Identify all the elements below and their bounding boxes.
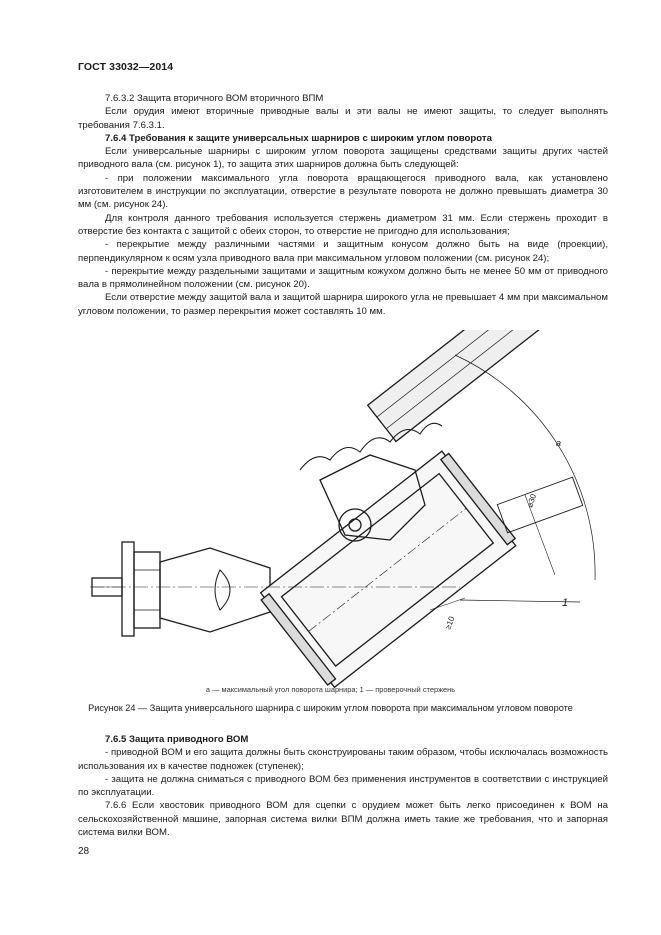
paragraph: - перекрытие между раздельными защитами и защитным кожухом должно быть не менее 50 мм от приводного вала в прямолинейном положении (см. рисунок 20). — [78, 265, 608, 291]
paragraph: - перекрытие между различными частями и защитным конусом должно быть на виде (проекции), перпендикулярном к осям узла приводного вала при максимальном угловом положении (см. рисунок 24); — [78, 239, 608, 264]
paragraph: Если отверстие между защитой вала и защитой шарнира широкого угла не превышает 4 мм при максимальном угловом положении, то размер перекрытия может составлять 10 мм. — [78, 292, 608, 317]
paragraph: Если орудия имеют вторичные приводные валы и эти валы не имеют защиты, то следует выполнять требования 7.6.3.1. — [78, 106, 608, 131]
hub-collar — [134, 552, 160, 628]
paragraph: - приводной ВОМ и его защита должны быть сконструированы таким образом, чтобы исключалась возможность использования их в качестве подножек (ступенек); — [78, 747, 608, 772]
text-block-bottom — [78, 733, 608, 839]
document-header: ГОСТ 33032—2014 — [78, 61, 174, 73]
paragraph: 7.6.4 Требования к защите универсальных шарниров с широким углом поворота — [105, 132, 492, 144]
label-overlap: ≥10 — [443, 615, 457, 631]
guard-bellows — [300, 423, 442, 470]
figure-caption: Рисунок 24 — Защита универсального шарнира с широким углом поворота при максимальном угловом повороте — [88, 703, 573, 713]
check-rod — [497, 477, 582, 533]
paragraph: - при положении максимального угла поворота вращающегося приводного вала, как установлено изготовителем в инструкции по эксплуатации, отверстие в результате поворота не должно превышать диаметра 30 мм (см. рисунок 24). — [78, 172, 608, 211]
splined-hub — [122, 542, 134, 636]
figure-24-drawing — [70, 330, 610, 690]
guard-cone — [261, 451, 516, 687]
figure-legend: a — максимальный угол поворота шарнира; 1 — проверочный стержень — [205, 685, 456, 694]
label-dia: ⌀30 — [525, 492, 539, 509]
text-block-top — [78, 92, 608, 318]
label-rod: 1 — [562, 597, 569, 609]
paragraph: 7.6.6 Если хвостовик приводного ВОМ для сцепки с орудием может быть легко присоединен к ВОМ на сельскохозяйственной машине, запорная система вилки ВПМ должна иметь такие же требования, что и запорная система вилки ВОМ. — [78, 800, 608, 839]
paragraph: - защита не должна сниматься с приводного ВОМ без применения инструментов в соответствии с инструкцией по эксплуатации. — [78, 773, 608, 799]
paragraph: Если универсальные шарниры с широким углом поворота защищены средствами защиты других частей приводного вала (см. рисунок 1), то защита этих шарниров должна быть следующей: — [78, 146, 608, 171]
paragraph: 7.6.3.2 Защита вторичного ВОМ вторичного ВПМ — [105, 93, 324, 104]
driveline-tube — [368, 330, 546, 441]
label-angle: a — [556, 438, 562, 448]
page-number: 28 — [78, 846, 90, 857]
yoke-eye — [215, 570, 230, 610]
paragraph: 7.6.5 Защита приводного ВОМ — [105, 734, 249, 745]
paragraph: Для контроля данного требования используется стержень диаметром 31 мм. Если стержень проходит в отверстие без контакта с защитой с обеих сторон, то отверстие не пригодно для использования; — [78, 212, 608, 237]
